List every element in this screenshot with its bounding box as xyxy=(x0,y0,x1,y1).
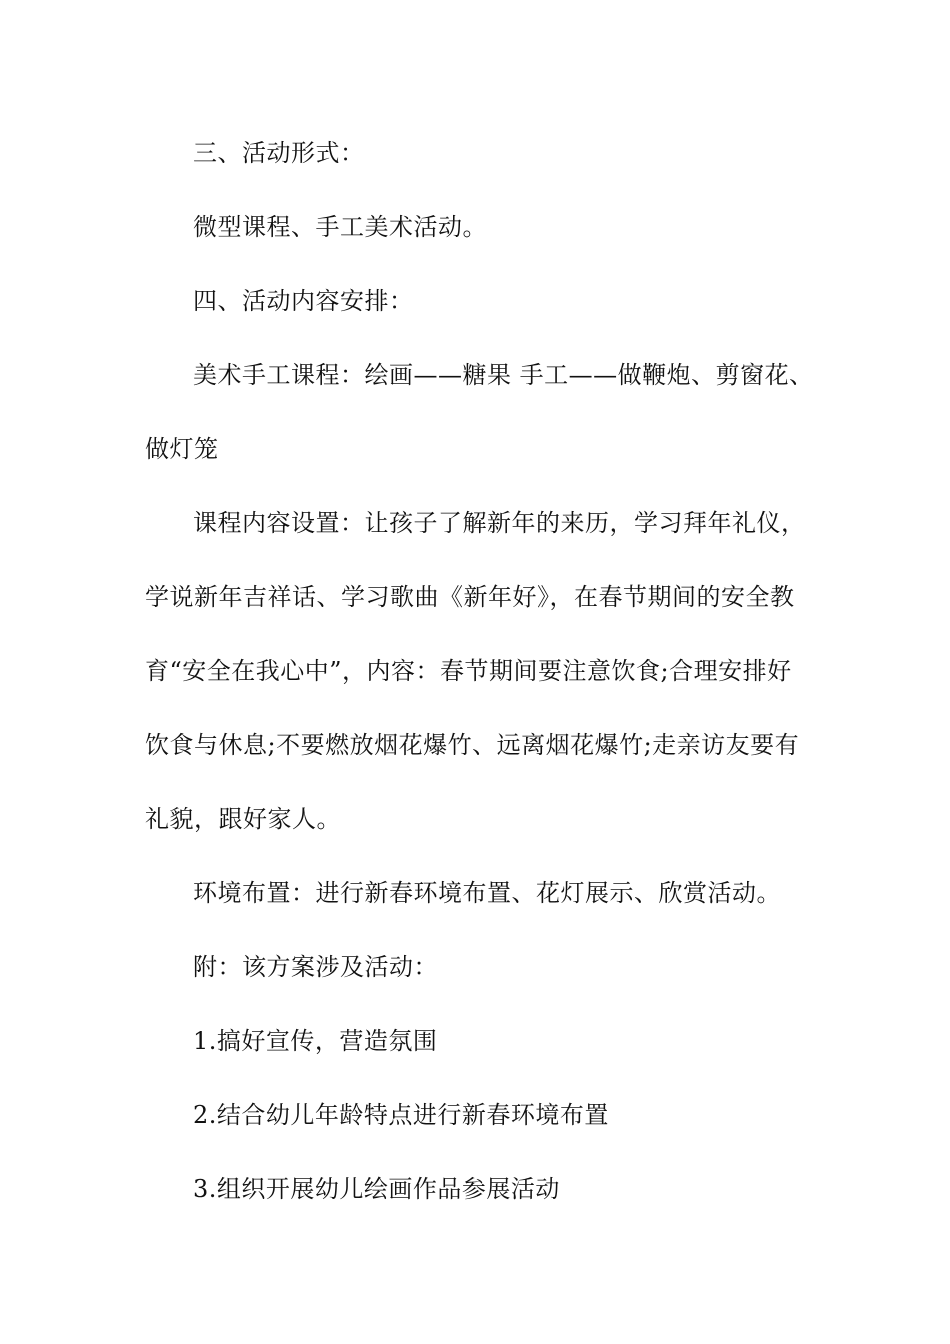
paragraph-course-content-line-4: 饮食与休息;不要燃放烟花爆竹、远离烟花爆竹;走亲访友要有 xyxy=(145,731,800,759)
paragraph-course-content-line-2: 学说新年吉祥话、学习歌曲《新年好》，在春节期间的安全教 xyxy=(145,583,795,611)
section-heading-activity-form: 三、活动形式： xyxy=(193,139,365,167)
paragraph-activity-form: 微型课程、手工美术活动。 xyxy=(193,213,487,241)
paragraph-art-course-line-2: 做灯笼 xyxy=(145,435,219,463)
paragraph-course-content-line-1: 课程内容设置：让孩子了解新年的来历，学习拜年礼仪， xyxy=(193,509,806,537)
section-heading-content-arrangement: 四、活动内容安排： xyxy=(193,287,414,315)
appendix-item-2: 2.结合幼儿年龄特点进行新春环境布置 xyxy=(193,1101,609,1129)
paragraph-environment-setup: 环境布置：进行新春环境布置、花灯展示、欣赏活动。 xyxy=(193,879,781,907)
appendix-item-1: 1.搞好宣传，营造氛围 xyxy=(193,1027,438,1055)
paragraph-course-content-line-5: 礼貌，跟好家人。 xyxy=(145,805,341,833)
paragraph-course-content-line-3: 育“安全在我心中”，内容：春节期间要注意饮食;合理安排好 xyxy=(145,657,792,685)
appendix-item-3: 3.组织开展幼儿绘画作品参展活动 xyxy=(193,1175,560,1203)
appendix-heading: 附：该方案涉及活动： xyxy=(193,953,438,981)
paragraph-art-course-line-1: 美术手工课程：绘画——糖果 手工——做鞭炮、剪窗花、 xyxy=(193,361,814,389)
